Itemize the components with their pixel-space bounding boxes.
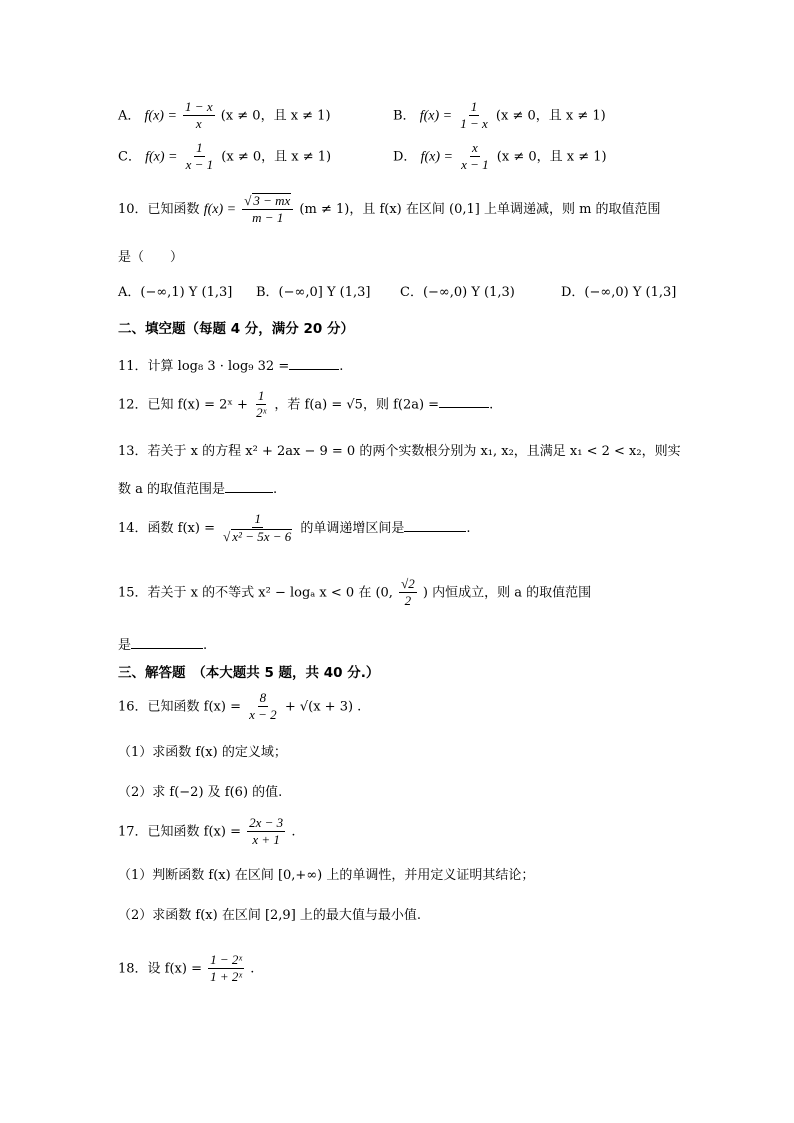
q9-option-c: C． f(x) = $\frac{1}{x - 1}$ (x ≠ 0，且 x ≠ 1) [118, 140, 332, 173]
q10-option-b: B．(−∞,0] Y (1,3] [256, 285, 371, 300]
q10-stem-line2: 是（ ） [118, 250, 184, 265]
q15-line2: 是 . [118, 638, 208, 653]
q9-option-d: D． f(x) = $\frac{x}{x - 1}$ (x ≠ 0，且 x ≠ 1) [393, 140, 607, 173]
q15: 15．若关于 x 的不等式 x² − logₐ x < 0 在 (0, $\frac{√2}{2}$ ) 内恒成立，则 a 的取值范围 [118, 576, 592, 609]
q9-option-b: B． f(x) = $\frac{1}{1 - x}$ (x ≠ 0，且 x ≠ 1) [393, 99, 606, 132]
q13-line1: 13．若关于 x 的方程 x² + 2ax − 9 = 0 的两个实数根分别为 x₁, x₂，且满足 x₁ < 2 < x₂，则实 [118, 444, 681, 459]
q18: 18．设 f(x) = $\frac{\text{1 − 2ˣ}}{\text{1 + 2ˣ}}$ . [118, 952, 255, 985]
q12: 12．已知 f(x) = 2ˣ + $\frac{1}{\text{2ˣ}}$ ，若 f(a) = √5，则 f(2a) = . [118, 388, 494, 421]
q17-part1: （1）判断函数 f(x) 在区间 [0,+∞) 上的单调性，并用定义证明其结论； [118, 868, 535, 883]
section-2-heading: 二、填空题（每题 4 分，满分 20 分） [118, 321, 354, 337]
q10-stem: 10．已知函数 f(x) = $\frac{√ 3 - mx}{m - 1}$ (m ≠ 1)，且 f(x) 在区间 (0,1] 上单调递减，则 m 的取值范围 [118, 193, 661, 226]
q16: 16．已知函数 f(x) = $\frac{8}{x - 2}$ + √(x + 3) . [118, 690, 362, 723]
q13-line2: 数 a 的取值范围是 . [118, 482, 278, 497]
q14: 14．函数 f(x) = $\frac{1}{\text{√ x² − 5x − 6}}$ 的单调递增区间是 . [118, 511, 471, 545]
q10-option-c: C．(−∞,0) Y (1,3) [400, 285, 515, 300]
q16-part2: （2）求 f(−2) 及 f(6) 的值. [118, 785, 283, 800]
q17: 17．已知函数 f(x) = $\frac{2x - 3}{x + 1}$ . [118, 815, 296, 848]
q9-option-a: A． f(x) = $\frac{1 - x}{x}$ (x ≠ 0，且 x ≠ 1) [118, 99, 331, 132]
q17-part2: （2）求函数 f(x) 在区间 [2,9] 上的最大值与最小值. [118, 908, 422, 923]
q11: 11．计算 log₈ 3 · log₉ 32 = . [118, 359, 344, 374]
section-3-heading: 三、解答题 （本大题共 5 题，共 40 分.） [118, 665, 380, 681]
q10-option-d: D．(−∞,0) Y (1,3] [561, 285, 677, 300]
q10-option-a: A．(−∞,1) Y (1,3] [118, 285, 233, 300]
q16-part1: （1）求函数 f(x) 的定义域； [118, 745, 287, 760]
